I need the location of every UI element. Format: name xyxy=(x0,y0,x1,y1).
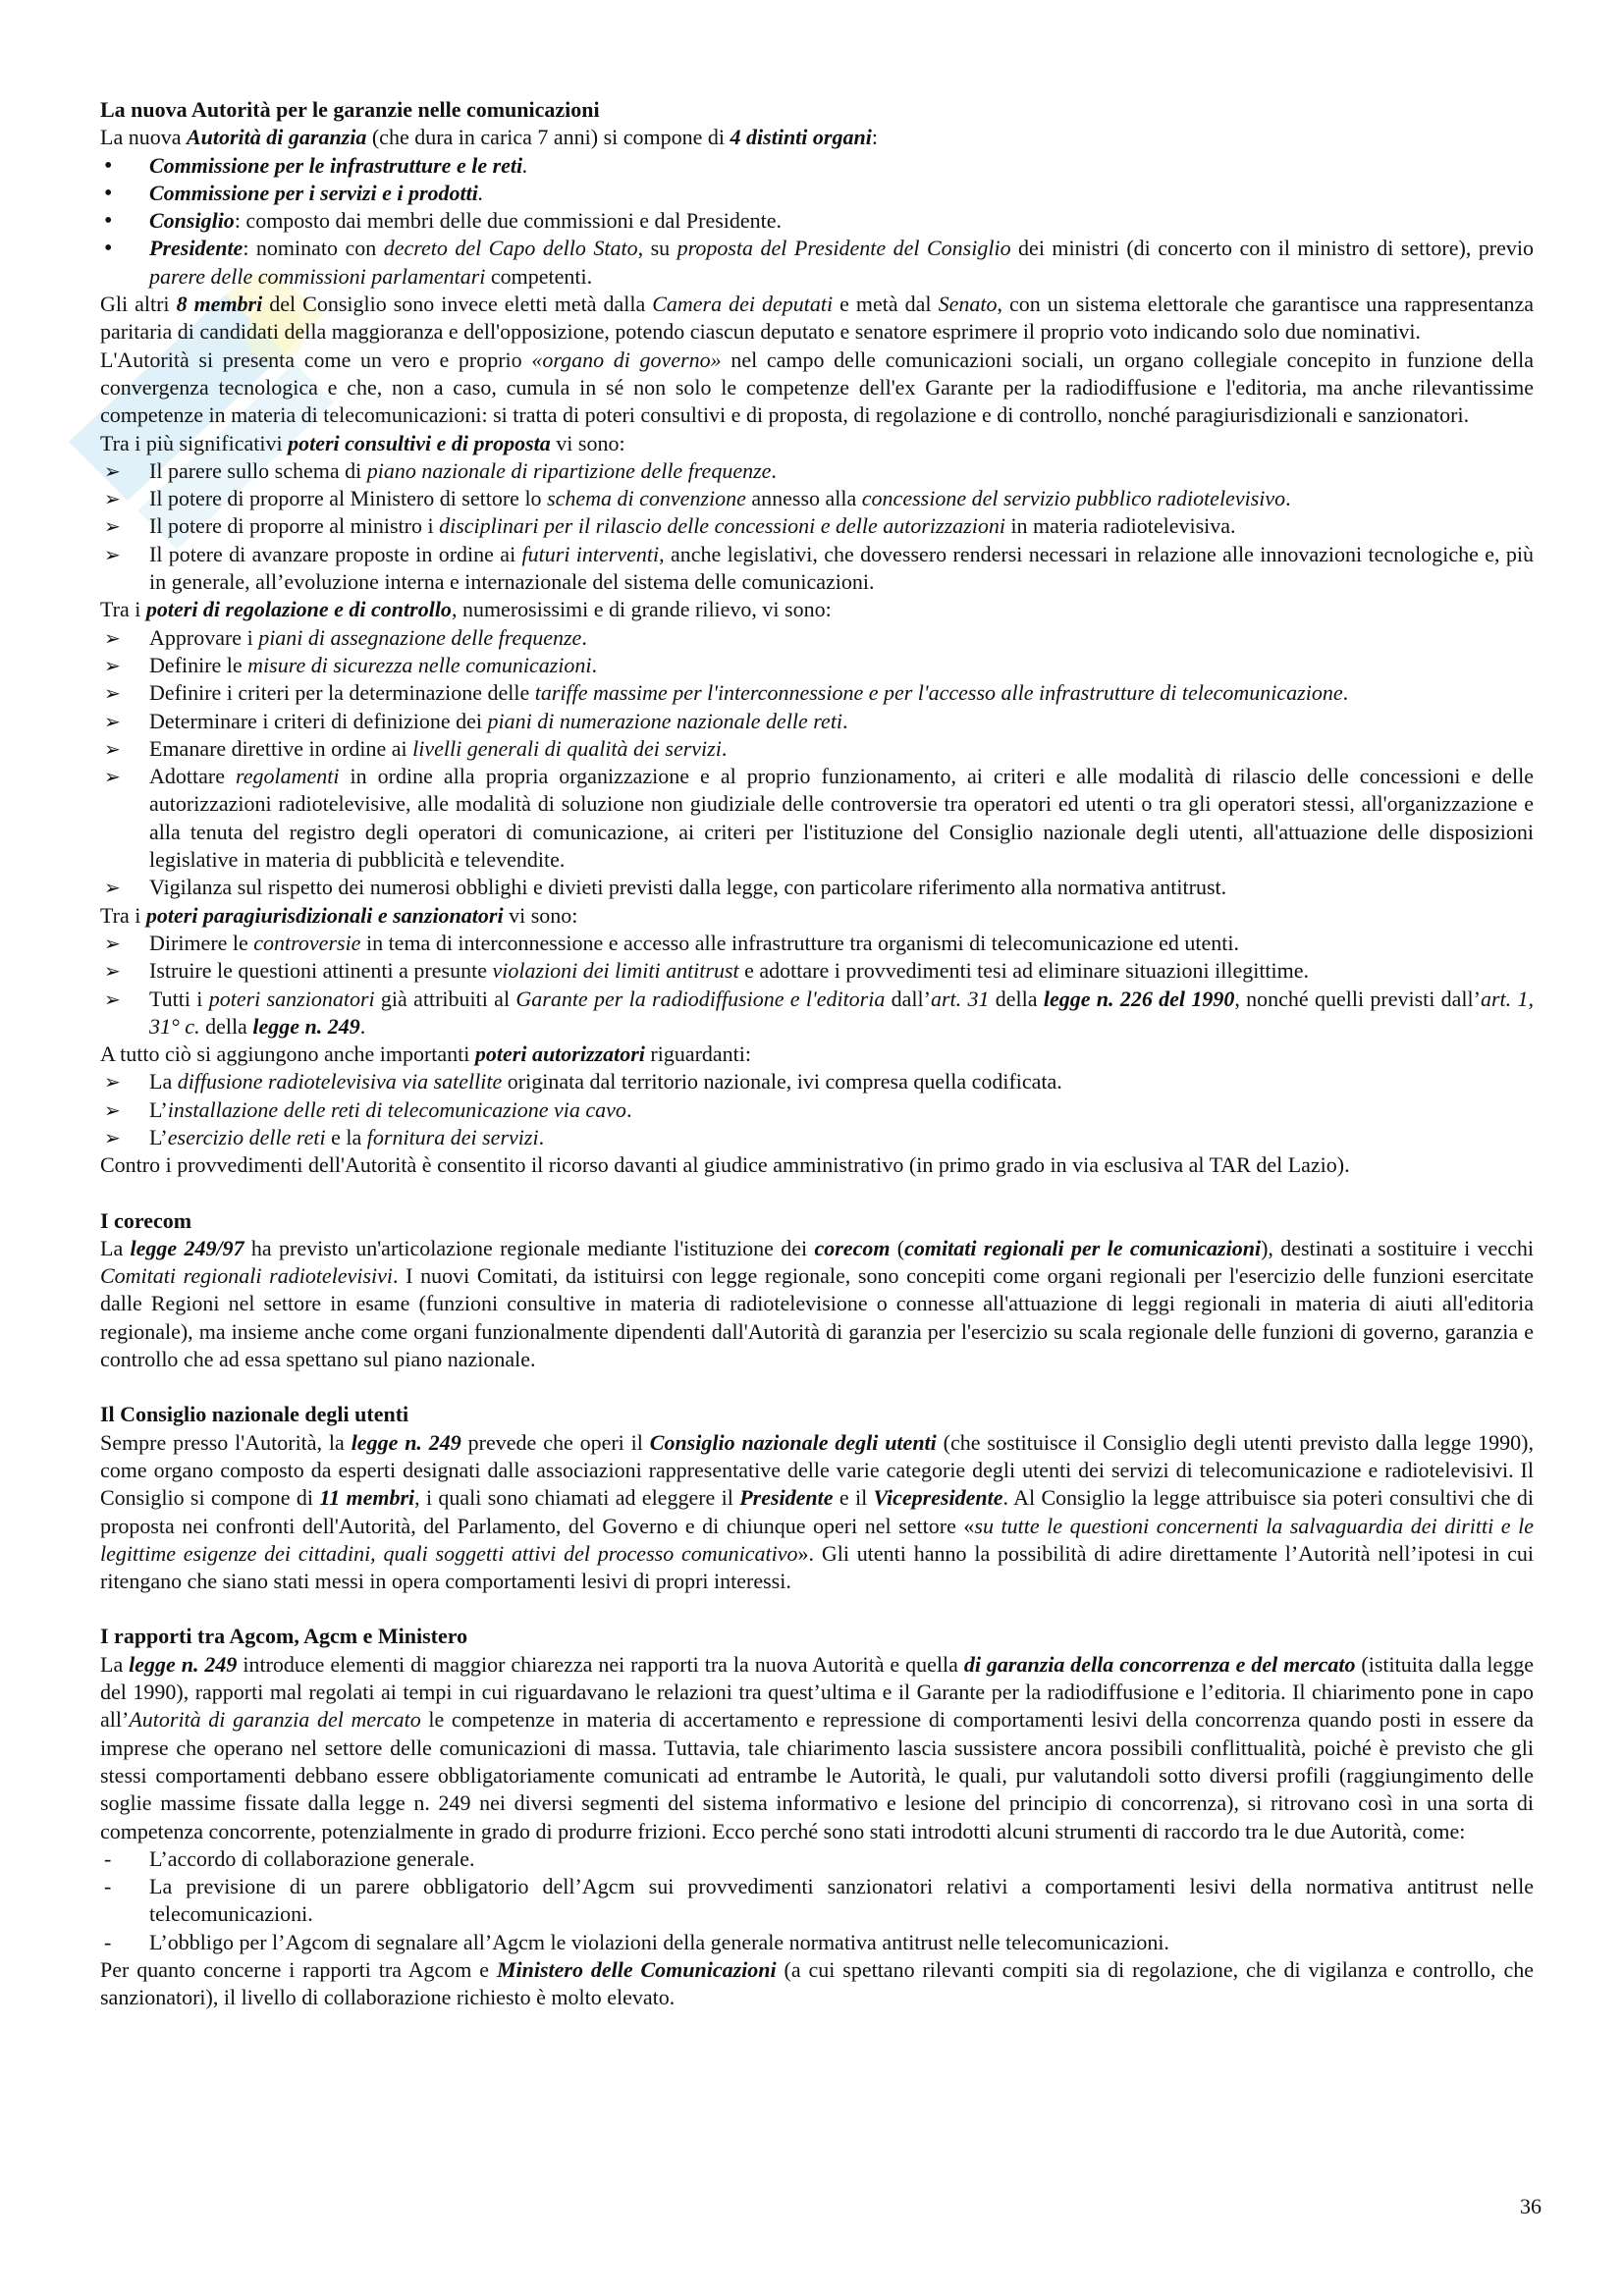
list-item: ➢ Determinare i criteri di definizione dei piani di numerazione nazionale delle reti. xyxy=(100,708,1534,735)
section-consiglio-utenti xyxy=(100,1401,1534,1595)
section-title-autorita: La nuova Autorità per le garanzie nelle comunicazioni xyxy=(100,97,600,122)
list-item: ➢ Il potere di avanzare proposte in ordine ai futuri interventi, anche legislativi, che dovessero rendersi necessari in relazione alle innovazioni tecnologiche e, più in generale, all’evoluzione interna e internazionale del sistema delle comunicazioni. xyxy=(100,541,1534,597)
regolazione-list xyxy=(100,624,1534,902)
page-content xyxy=(100,96,1534,2012)
list-item: ➢ Definire le misure di sicurezza nelle comunicazioni. xyxy=(100,652,1534,679)
paragraph-organo-governo: L'Autorità si presenta come un vero e proprio «organo di governo» nel campo delle comunicazioni sociali, un organo collegiale concepito in funzione della convergenza tecnologica e che, non a caso, cumula in sé non solo le competenze dell'ex Garante per la radiodiffusione e l'editoria, ma anche rilevantissime competenze in materia di telecomunicazioni: si tratta di poteri consultivi e di proposta, di regolazione e di controllo, nonché paragiurisdizionali e sanzionatori. xyxy=(100,347,1534,428)
list-item: ➢ Il potere di proporre al Ministero di settore lo schema di convenzione annesso alla concessione del servizio pubblico radiotelevisivo. xyxy=(100,485,1534,512)
paragraph-consultivi-intro: Tra i più significativi poteri consultivi e di proposta vi sono: xyxy=(100,430,625,455)
list-item: ➢ Dirimere le controversie in tema di interconnessione e accesso alle infrastrutture tra organismi di telecomunicazione ed utenti. xyxy=(100,930,1534,957)
paragraph-autorizzatori-intro: A tutto ciò si aggiungono anche importanti poteri autorizzatori riguardanti: xyxy=(100,1041,752,1067)
list-item: ➢ Emanare direttive in ordine ai livelli generali di qualità dei servizi. xyxy=(100,735,1534,763)
sanzionatori-list xyxy=(100,930,1534,1041)
list-item: ➢ Definire i criteri per la determinazione delle tariffe massime per l'interconnessione e per l'accesso alle infrastrutture di telecomunicazione. xyxy=(100,679,1534,707)
list-item: ➢ Tutti i poteri sanzionatori già attribuiti al Garante per la radiodiffusione e l'editoria dall’art. 31 della legge n. 226 del 1990, nonché quelli previsti dall’art. 1, 31° c. della legge n. 249. xyxy=(100,986,1534,1041)
list-item: • Commissione per le infrastrutture e le reti. xyxy=(100,152,1534,180)
list-item: ➢ Approvare i piani di assegnazione delle frequenze. xyxy=(100,624,1534,652)
list-item: ➢ La diffusione radiotelevisiva via satellite originata dal territorio nazionale, ivi compresa quella codificata. xyxy=(100,1068,1534,1095)
list-item: • Commissione per i servizi e i prodotti. xyxy=(100,180,1534,207)
raccordo-list xyxy=(100,1845,1534,1956)
list-item: ➢ L’installazione delle reti di telecomunicazione via cavo. xyxy=(100,1096,1534,1124)
list-item: ➢ Istruire le questioni attinenti a presunte violazioni dei limiti antitrust e adottare i provvedimenti tesi ad eliminare situazioni illegittime. xyxy=(100,957,1534,985)
organs-list xyxy=(100,152,1534,291)
paragraph-regolazione-intro: Tra i poteri di regolazione e di controllo, numerosissimi e di grande rilievo, vi sono: xyxy=(100,597,832,622)
list-item: ➢ L’esercizio delle reti e la fornitura dei servizi. xyxy=(100,1124,1534,1151)
list-item: - L’accordo di collaborazione generale. xyxy=(100,1845,1534,1873)
paragraph-ministero: Per quanto concerne i rapporti tra Agcom e Ministero delle Comunicazioni (a cui spettano rilevanti compiti sia di regolazione, che di vigilanza e controllo, che sanzionatori), il livello di collaborazione richiesto è molto elevato. xyxy=(100,1957,1534,2010)
section-title-corecom: I corecom xyxy=(100,1207,192,1233)
list-item: • Consiglio: composto dai membri delle due commissioni e dal Presidente. xyxy=(100,207,1534,235)
list-item: ➢ Il potere di proporre al ministro i disciplinari per il rilascio delle concessioni e delle autorizzazioni in materia radiotelevisiva. xyxy=(100,512,1534,540)
list-item: ➢ Il parere sullo schema di piano nazionale di ripartizione delle frequenze. xyxy=(100,457,1534,485)
paragraph-ricorso: Contro i provvedimenti dell'Autorità è consentito il ricorso davanti al giudice amministrativo (in primo grado in via esclusiva al TAR del Lazio). xyxy=(100,1152,1350,1178)
page-number: 36 xyxy=(1520,2194,1542,2218)
paragraph-autorita-intro: La nuova Autorità di garanzia (che dura in carica 7 anni) si compone di 4 distinti organi: xyxy=(100,125,878,150)
paragraph-membri: Gli altri 8 membri del Consiglio sono invece eletti metà dalla Camera dei deputati e metà dal Senato, con un sistema elettorale che garantisce una rappresentanza paritaria di candidati della maggioranza e dell'opposizione, potendo ciascun deputato e senatore esprimere il proprio voto indicando solo due nominativi. xyxy=(100,292,1534,345)
list-item: ➢ Adottare regolamenti in ordine alla propria organizzazione e al proprio funzionamento, ai criteri e alle modalità di rilascio delle concessioni e delle autorizzazioni radiotelevisive, alle modalità di soluzione non giudiziale delle controversie tra operatori ed utenti o tra gli operatori stessi, all'organizzazione e alla tenuta del registro degli operatori di comunicazione, ai criteri per l'istituzione del Consiglio nazionale degli utenti, all'attuazione delle disposizioni legislative in materia di pubblicità e televendite. xyxy=(100,763,1534,874)
paragraph-corecom: La legge 249/97 ha previsto un'articolazione regionale mediante l'istituzione dei corecom (comitati regionali per le comunicazioni), destinati a sostituire i vecchi Comitati regionali radiotelevisivi. I nuovi Comitati, da istituirsi con legge regionale, sono concepiti come organi regionali per l'esercizio delle funzioni esercitate dalle Regioni nel settore in esame (funzioni consultive in materia di radiotelevisione o connesse all'attuazione di leggi regionali in materia di aiuti all'editoria regionale), ma insieme anche come organi funzionalmente dipendenti dall'Autorità di garanzia per l'esercizio su scala regionale delle funzioni di governo, garanzia e controllo che ad essa spettano sul piano nazionale. xyxy=(100,1235,1535,1372)
list-item: ➢ Vigilanza sul rispetto dei numerosi obblighi e divieti previsti dalla legge, con particolare riferimento alla normativa antitrust. xyxy=(100,874,1534,901)
section-corecom xyxy=(100,1207,1534,1374)
list-item: - L’obbligo per l’Agcom di segnalare all’Agcm le violazioni della generale normativa antitrust nelle telecomunicazioni. xyxy=(100,1929,1534,1956)
paragraph-consiglio-utenti: Sempre presso l'Autorità, la legge n. 249 prevede che operi il Consiglio nazionale degli utenti (che sostituisce il Consiglio degli utenti previsto dalla legge 1990), come organo composto da esperti designati dalle associazioni rappresentative delle varie categorie degli utenti dei servizi di telecomunicazione e radiotelevisivi. Il Consiglio si compone di 11 membri, i quali sono chiamati ad eleggere il Presidente e il Vicepresidente. Al Consiglio la legge attribuisce sia poteri consultivi che di proposta nei confronti dell'Autorità, del Parlamento, del Governo e di chiunque operi nel settore «su tutte le questioni concernenti la salvaguardia dei diritti e le legittime esigenze dei cittadini, quali soggetti attivi del processo comunicativo». Gli utenti hanno la possibilità di adire direttamente l’Autorità nell’ipotesi in cui ritengano che siano stati messi in opera comportamenti lesivi di propri interessi. xyxy=(100,1429,1535,1594)
section-title-consiglio-utenti: Il Consiglio nazionale degli utenti xyxy=(100,1402,409,1427)
section-rapporti xyxy=(100,1623,1534,2011)
consultivi-list xyxy=(100,457,1534,596)
section-title-rapporti: I rapporti tra Agcom, Agcm e Ministero xyxy=(100,1624,468,1649)
list-item: - La previsione di un parere obbligatorio dell’Agcm sui provvedimenti sanzionatori relativi a comportamenti lesivi della normativa antitrust nelle telecomunicazioni. xyxy=(100,1873,1534,1929)
list-item: • Presidente: nominato con decreto del Capo dello Stato, su proposta del Presidente del Consiglio dei ministri (di concerto con il ministro di settore), previo parere delle commissioni parlamentari competenti. xyxy=(100,235,1534,291)
autorizzatori-list xyxy=(100,1068,1534,1151)
paragraph-rapporti: La legge n. 249 introduce elementi di maggior chiarezza nei rapporti tra la nuova Autorità e quella di garanzia della concorrenza e del mercato (istituita dalla legge del 1990), rapporti mal regolati ai tempi in cui riguardavano le relazioni tra quest’ultima e il Garante per la radiodiffusione e l’editoria. Il chiarimento pone in capo all’Autorità di garanzia del mercato le competenze in materia di accertamento e repressione di comportamenti lesivi della concorrenza quando posti in essere da imprese che operano nel settore delle comunicazioni di massa. Tuttavia, tale chiarimento lascia sussistere ancora possibili conflittualità, poiché è previsto che gli stessi comportamenti debbano essere obbligatoriamente comunicati ad entrambe le Autorità, le quali, pur valutandoli sotto diversi profili (raggiungimento delle soglie massime fissate dalla legge n. 249 nei diversi segmenti del sistema informativo e lesione del principio di concorrenza), si ritrovano così in una sorta di competenza concorrente, potenzialmente in grado di produrre frizioni. Ecco perché sono stati introdotti alcuni strumenti di raccordo tra le due Autorità, come: xyxy=(100,1651,1535,1843)
paragraph-sanzionatori-intro: Tra i poteri paragiurisdizionali e sanzionatori vi sono: xyxy=(100,902,578,928)
